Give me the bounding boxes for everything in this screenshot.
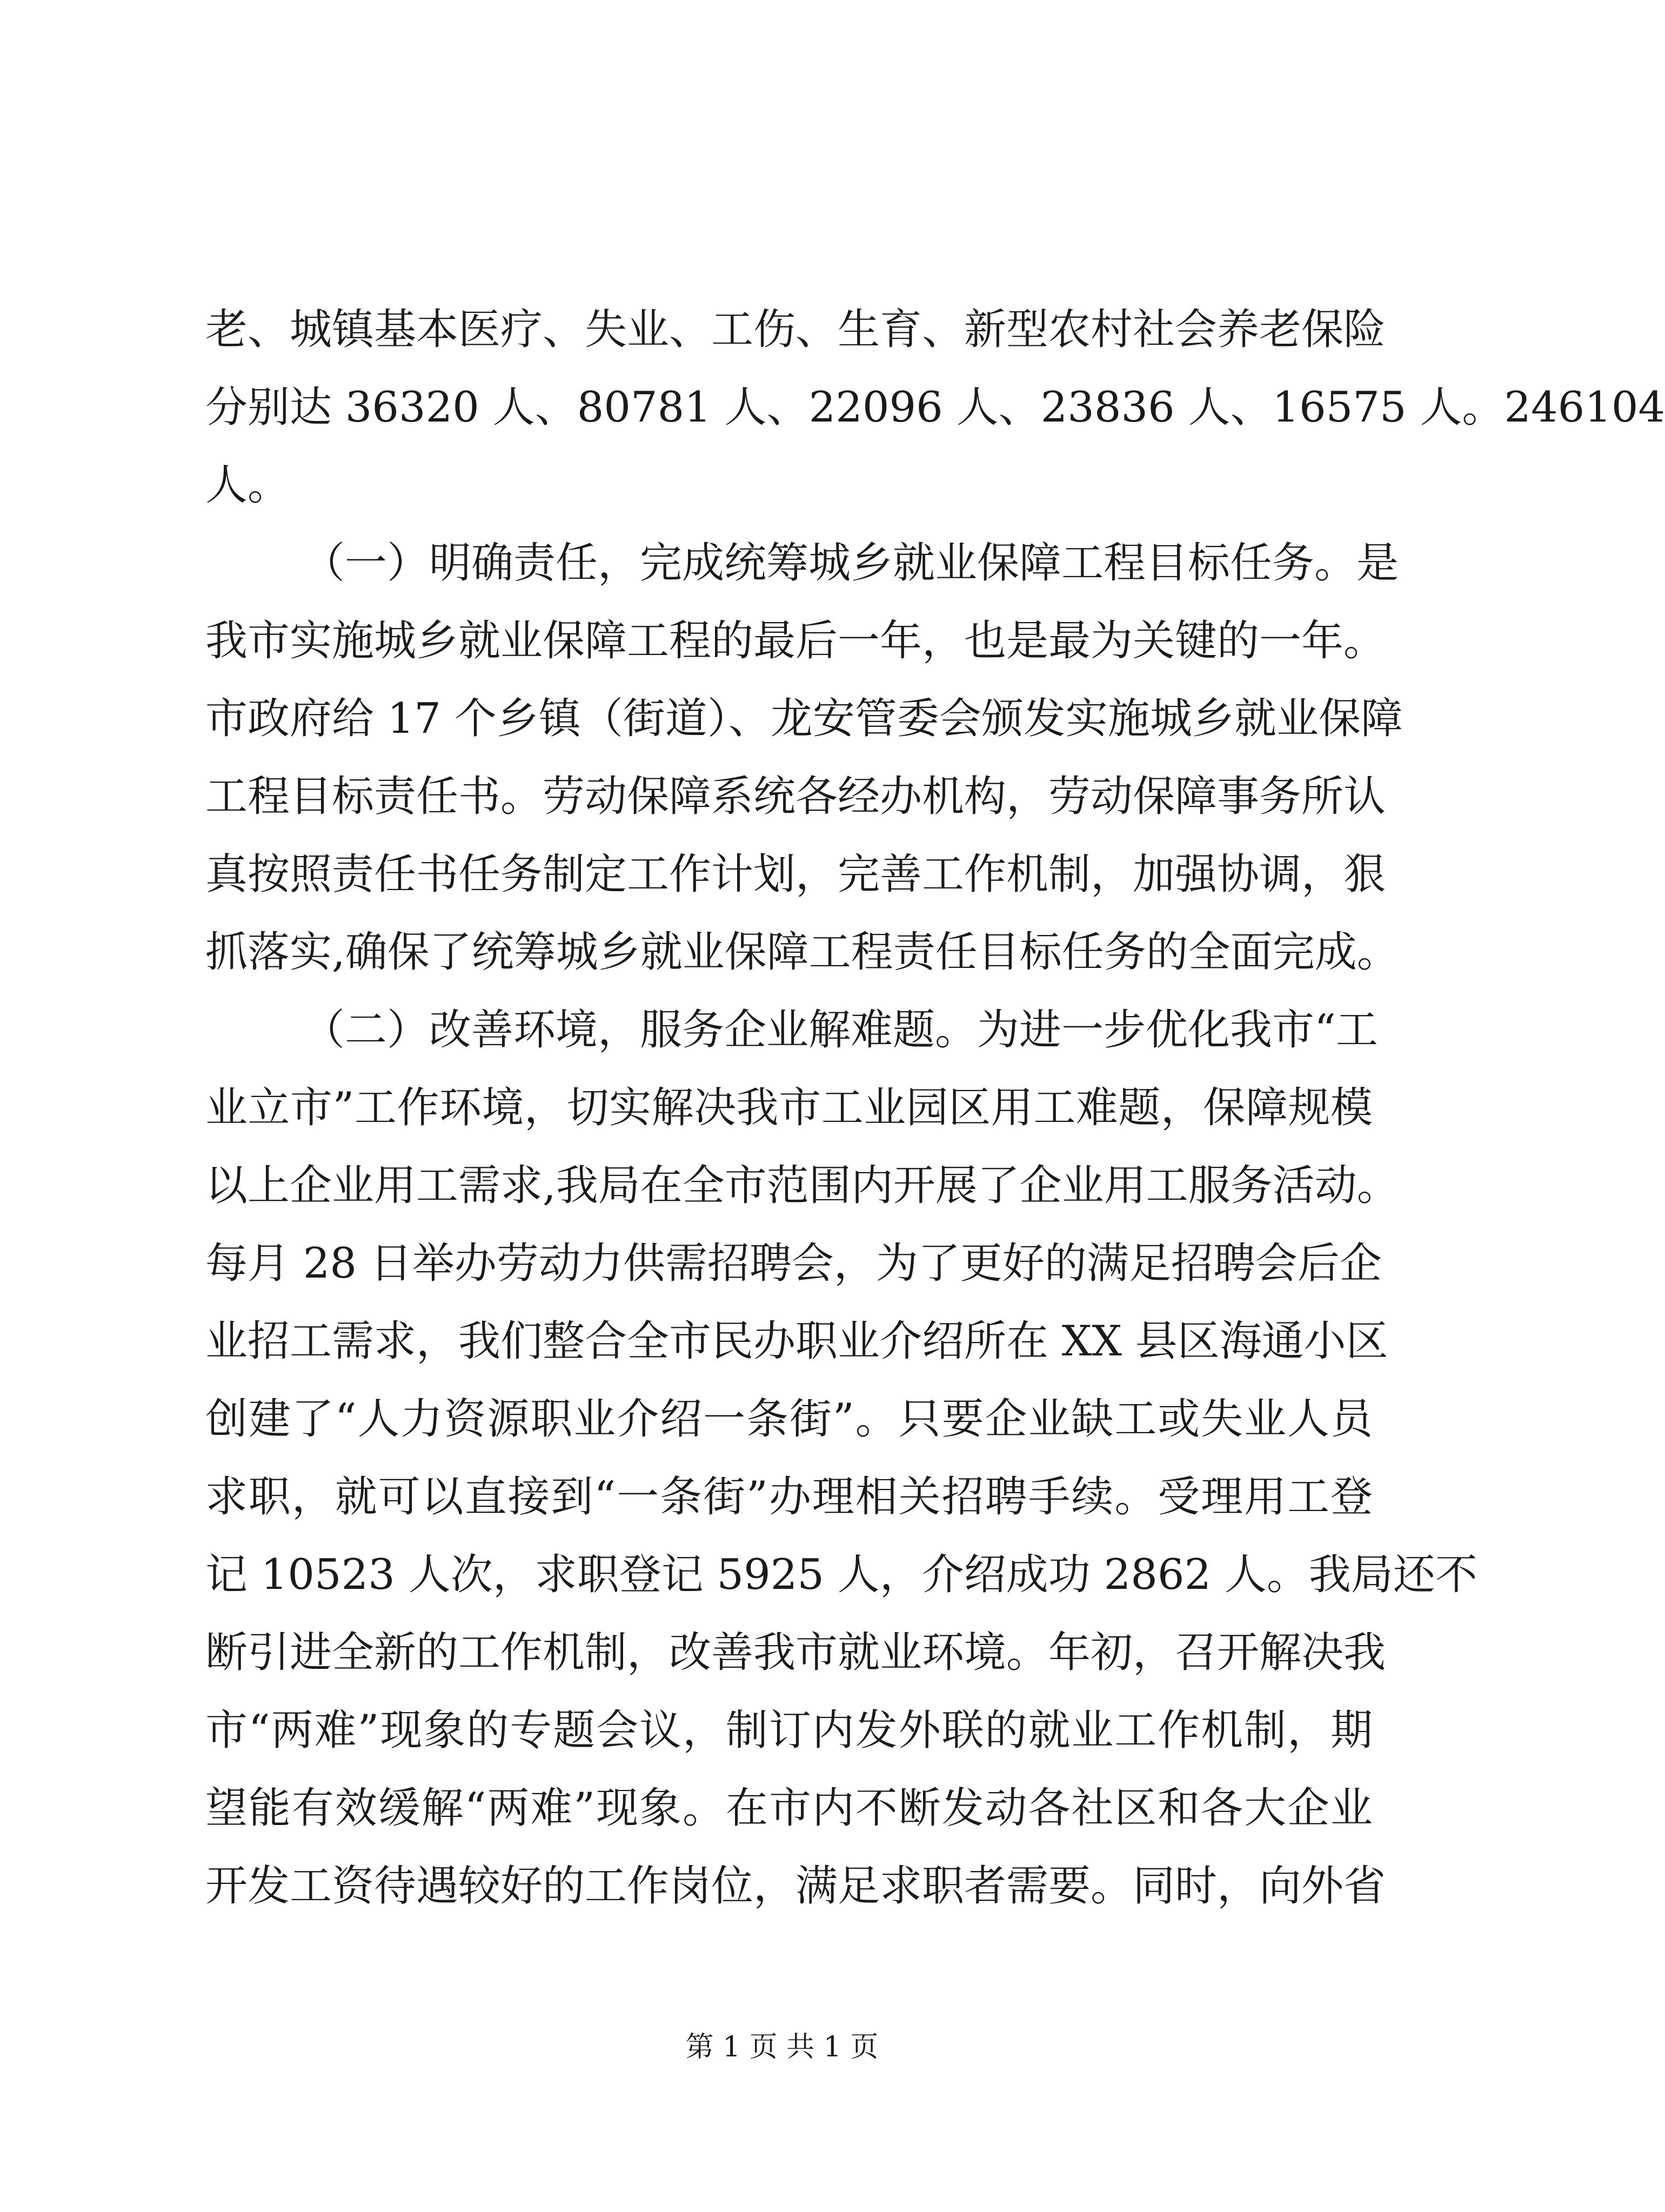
text-line: （一）明确责任，完成统筹城乡就业保障工程目标任务。是 <box>303 539 1399 587</box>
text-line: 开发工资待遇较好的工作岗位，满足求职者需要。同时，向外省 <box>205 1862 1386 1910</box>
paragraph-responsibility <box>205 524 1403 991</box>
text-line: 求职，就可以直接到“一条街”办理相关招聘手续。受理用工登 <box>205 1473 1373 1521</box>
text-line: 业立市”工作环境，切实解决我市工业园区用工难题，保障规模 <box>205 1084 1373 1132</box>
document-body <box>205 291 1665 1925</box>
text-line: 我市实施城乡就业保障工程的最后一年，也是最为关键的一年。 <box>205 617 1386 665</box>
text-line: 抓落实,确保了统筹城乡就业保障工程责任目标任务的全面完成。 <box>205 928 1399 977</box>
text-line: 分别达 36320 人、80781 人、22096 人、23836 人、16575 人。246104 <box>205 383 1665 432</box>
text-line: 创建了“人力资源职业介绍一条街”。只要企业缺工或失业人员 <box>205 1395 1373 1444</box>
text-line: 真按照责任书任务制定工作计划，完善工作机制，加强协调，狠 <box>205 850 1386 899</box>
text-line: 断引进全新的工作机制，改善我市就业环境。年初，召开解决我 <box>205 1628 1386 1677</box>
text-line: （二）改善环境，服务企业解难题。为进一步优化我市“工 <box>303 1006 1378 1054</box>
text-line: 望能有效缓解“两难”现象。在市内不断发动各社区和各大企业 <box>205 1784 1373 1833</box>
text-line: 每月 28 日举办劳动力供需招聘会，为了更好的满足招聘会后企 <box>205 1239 1382 1288</box>
text-line: 老、城镇基本医疗、失业、工伤、生育、新型农村社会养老保险 <box>205 305 1386 354</box>
page-footer: 第 1 页 共 1 页 <box>685 2031 879 2063</box>
text-line: 以上企业用工需求,我局在全市范围内开展了企业用工服务活动。 <box>205 1161 1399 1210</box>
text-line: 工程目标责任书。劳动保障系统各经办机构，劳动保障事务所认 <box>205 772 1386 821</box>
text-line: 人。 <box>205 461 290 510</box>
text-line: 业招工需求，我们整合全市民办职业介绍所在 XX 县区海通小区 <box>205 1317 1388 1366</box>
paragraph-environment <box>205 991 1477 1925</box>
paragraph-continuation <box>205 291 1665 524</box>
text-line: 市“两难”现象的专题会议，制订内发外联的就业工作机制，期 <box>205 1706 1373 1755</box>
text-line: 市政府给 17 个乡镇（街道）、龙安管委会颁发实施城乡就业保障 <box>205 694 1403 743</box>
text-line: 记 10523 人次，求职登记 5925 人，介绍成功 2862 人。我局还不 <box>205 1551 1477 1599</box>
